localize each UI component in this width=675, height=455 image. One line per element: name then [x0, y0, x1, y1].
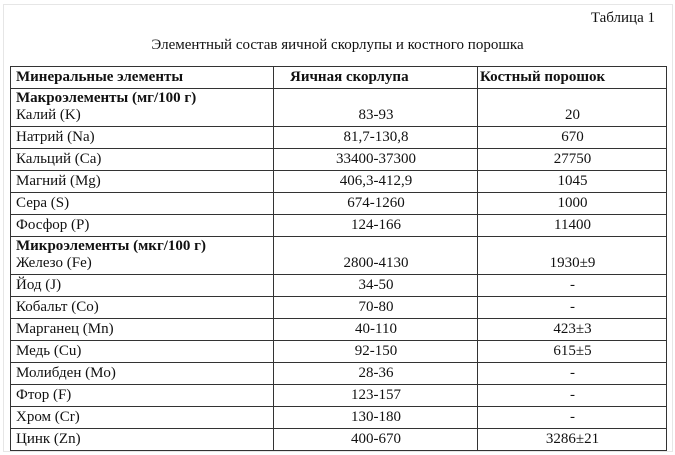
element-name: Марганец (Mn)	[11, 319, 274, 341]
table-number-label: Таблица 1	[590, 10, 655, 26]
table-row	[11, 297, 667, 319]
element-name: Железо (Fe)	[16, 255, 92, 271]
element-name: Кальций (Ca)	[11, 149, 274, 171]
egg-shell-value: 40-110	[274, 319, 478, 341]
egg-shell-value: 406,3-412,9	[274, 171, 478, 193]
egg-shell-value: 123-157	[274, 385, 478, 407]
table-row	[11, 171, 667, 193]
element-name: Молибден (Mo)	[11, 363, 274, 385]
table-row	[11, 149, 667, 171]
table-row	[11, 429, 667, 451]
egg-shell-value: 81,7-130,8	[274, 127, 478, 149]
egg-shell-value: 400-670	[274, 429, 478, 451]
bone-powder-value: 423±3	[478, 319, 667, 341]
egg-shell-value: 674-1260	[274, 193, 478, 215]
element-name: Натрий (Na)	[11, 127, 274, 149]
table-row	[11, 127, 667, 149]
bone-powder-value: -	[478, 407, 667, 429]
bone-powder-value: 1000	[478, 193, 667, 215]
egg-shell-value: 2800-4130	[274, 237, 478, 275]
element-name: Фосфор (P)	[11, 215, 274, 237]
egg-shell-value: 70-80	[274, 297, 478, 319]
bone-powder-value: -	[478, 297, 667, 319]
egg-shell-value: 34-50	[274, 275, 478, 297]
bone-powder-value: 1930±9	[478, 237, 667, 275]
egg-shell-value: 92-150	[274, 341, 478, 363]
group-title-micro: Микроэлементы (мкг/100 г)	[16, 238, 206, 254]
egg-shell-value: 83-93	[274, 89, 478, 127]
table-row	[11, 275, 667, 297]
egg-shell-value: 33400-37300	[274, 149, 478, 171]
table-row	[11, 363, 667, 385]
bone-powder-value: 615±5	[478, 341, 667, 363]
bone-powder-value: 20	[478, 89, 667, 127]
column-header-egg-shell: Яичная скорлупа	[274, 67, 478, 89]
element-name: Фтор (F)	[11, 385, 274, 407]
table-row	[11, 319, 667, 341]
element-name: Медь (Cu)	[11, 341, 274, 363]
mineral-composition-table	[10, 66, 667, 451]
bone-powder-value: 1045	[478, 171, 667, 193]
bone-powder-value: 3286±21	[478, 429, 667, 451]
group-title-macro: Макроэлементы (мг/100 г)	[16, 90, 197, 106]
bone-powder-value: -	[478, 385, 667, 407]
table-row	[11, 407, 667, 429]
table-row	[11, 237, 667, 275]
element-name: Хром (Cr)	[11, 407, 274, 429]
bone-powder-value: -	[478, 275, 667, 297]
table-row	[11, 385, 667, 407]
table-row	[11, 89, 667, 127]
table-row	[11, 341, 667, 363]
element-name: Цинк (Zn)	[11, 429, 274, 451]
bone-powder-value: 11400	[478, 215, 667, 237]
table-row	[11, 193, 667, 215]
table-caption: Элементный состав яичной скорлупы и костного порошка	[151, 37, 524, 53]
column-header-bone-powder: Костный порошок	[478, 67, 667, 89]
bone-powder-value: 670	[478, 127, 667, 149]
element-name: Кобальт (Co)	[11, 297, 274, 319]
group-cell	[11, 237, 274, 275]
egg-shell-value: 28-36	[274, 363, 478, 385]
egg-shell-value: 130-180	[274, 407, 478, 429]
table-header-row	[11, 67, 667, 89]
element-name: Калий (K)	[16, 107, 81, 123]
element-name: Магний (Mg)	[11, 171, 274, 193]
element-name: Йод (J)	[11, 275, 274, 297]
bone-powder-value: 27750	[478, 149, 667, 171]
bone-powder-value: -	[478, 363, 667, 385]
egg-shell-value: 124-166	[274, 215, 478, 237]
table-row	[11, 215, 667, 237]
group-cell	[11, 89, 274, 127]
column-header-mineral: Минеральные элементы	[11, 67, 274, 89]
element-name: Сера (S)	[11, 193, 274, 215]
